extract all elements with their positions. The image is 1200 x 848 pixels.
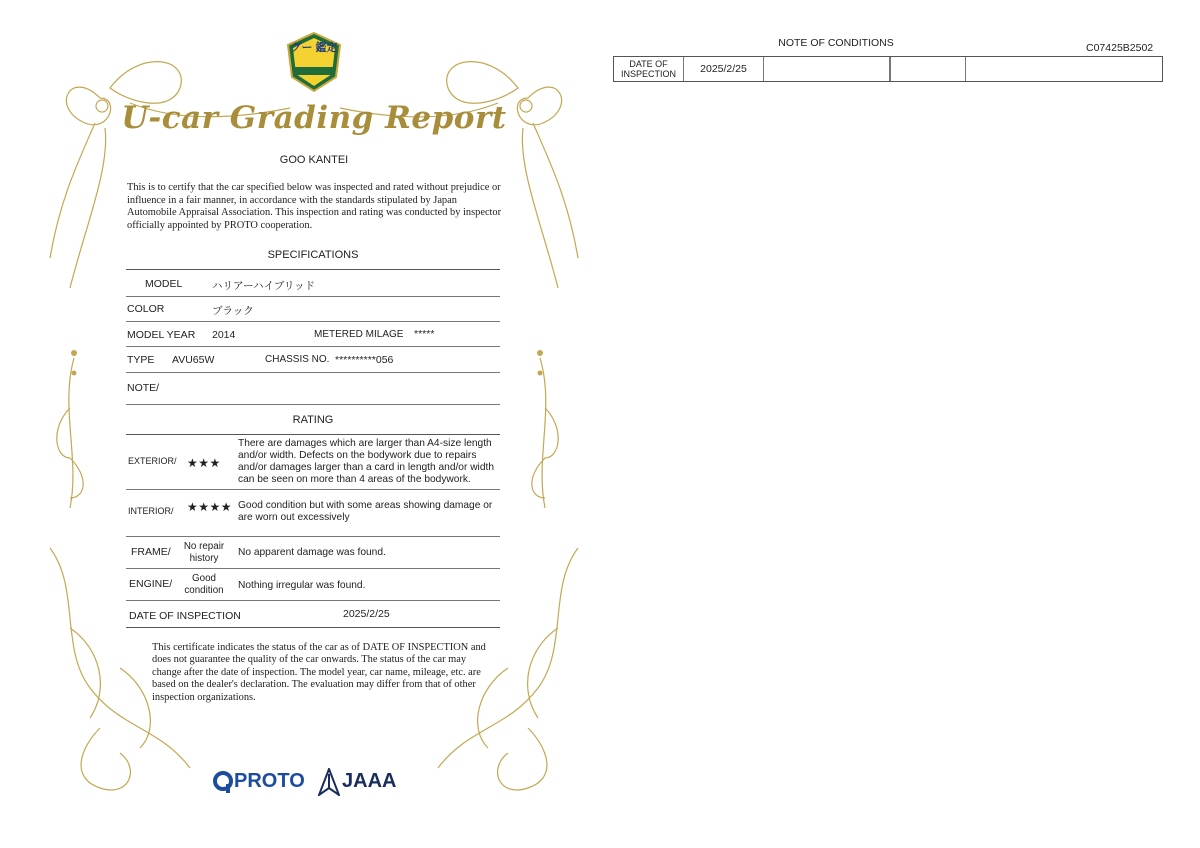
divider bbox=[126, 536, 500, 537]
frame-label: FRAME/ bbox=[131, 546, 171, 558]
exterior-label: EXTERIOR/ bbox=[128, 456, 177, 466]
interior-label: INTERIOR/ bbox=[128, 506, 174, 516]
date-of-inspection-value: 2025/2/25 bbox=[343, 608, 390, 620]
divider bbox=[126, 372, 500, 373]
goo-kantei-badge-icon bbox=[286, 31, 342, 93]
note-label: NOTE/ bbox=[127, 382, 160, 394]
date-empty-cell bbox=[764, 57, 890, 81]
certification-statement: This is to certify that the car specified below was inspected and rated without prejudice or influence in a fair manner, in accordance with the standards stipulated by Japan Automobile Appraisal Association. This inspection and rating was conducted by inspector officially appointed by PROTO cooperation. bbox=[127, 182, 502, 231]
type-label: TYPE bbox=[127, 354, 155, 366]
divider bbox=[126, 627, 500, 628]
engine-value: Good condition bbox=[184, 573, 224, 596]
divider bbox=[126, 321, 500, 322]
date-of-inspection-value: 2025/2/25 bbox=[684, 57, 764, 81]
certificate-disclaimer: This certificate indicates the status of the car as of DATE OF INSPECTION and does not guarantee the quality of the car onwards. The status of the car may change after the date of inspection. The model year, car name, mileage, etc. are based on the dealer's declaration. The evaluation may differ from that of other inspection organizations. bbox=[152, 642, 486, 703]
divider bbox=[126, 269, 500, 270]
model-year-label: MODEL YEAR bbox=[127, 329, 196, 341]
divider bbox=[126, 568, 500, 569]
metered-milage-label: METERED MILAGE bbox=[314, 329, 404, 340]
metered-milage-value: ***** bbox=[414, 328, 435, 340]
noc-title: NOTE OF CONDITIONS bbox=[778, 37, 894, 49]
color-value: ブラック bbox=[212, 305, 254, 317]
jaaa-logo-icon bbox=[318, 768, 340, 796]
jaaa-logo-text: JAAA bbox=[342, 770, 397, 792]
exterior-stars: ★★★ bbox=[187, 456, 221, 470]
report-title: U-car Grading Report bbox=[121, 100, 507, 136]
rating-heading: RATING bbox=[292, 414, 334, 426]
frame-description: No apparent damage was found. bbox=[238, 547, 386, 558]
specifications-heading: SPECIFICATIONS bbox=[267, 249, 359, 261]
model-year-value: 2014 bbox=[212, 329, 236, 341]
proto-logo-text: PROTO bbox=[234, 770, 305, 792]
divider bbox=[126, 489, 500, 490]
report-subtitle: GOO KANTEI bbox=[279, 154, 349, 166]
interior-stars: ★★★★ bbox=[187, 500, 233, 514]
model-label: MODEL bbox=[145, 278, 183, 290]
grading-certificate bbox=[40, 28, 588, 818]
exterior-description: There are damages which are larger than A4-size length and/or width. Defects on the bodywork due to repairs and/or damages larger than a card in length and/or width can be seen on more than 4 areas of the bodywork. bbox=[238, 438, 494, 485]
date-empty-cell bbox=[890, 57, 966, 81]
proto-logo-icon bbox=[212, 770, 234, 794]
color-label: COLOR bbox=[127, 303, 165, 315]
date-table bbox=[613, 56, 1163, 82]
engine-label: ENGINE/ bbox=[129, 578, 173, 590]
divider bbox=[126, 346, 500, 347]
divider bbox=[126, 404, 500, 405]
engine-description: Nothing irregular was found. bbox=[238, 580, 366, 591]
divider bbox=[126, 600, 500, 601]
divider bbox=[126, 296, 500, 297]
chassis-label: CHASSIS NO. bbox=[265, 354, 330, 365]
report-code: C07425B2502 bbox=[1086, 42, 1154, 54]
interior-description: Good condition but with some areas showing damage or are worn out excessively bbox=[238, 500, 493, 523]
date-of-inspection-label: DATE OF INSPECTION bbox=[129, 610, 241, 622]
frame-value: No repair history bbox=[183, 541, 225, 564]
badge-text: グー 鑑定 bbox=[290, 42, 338, 54]
divider bbox=[126, 434, 500, 435]
type-value: AVU65W bbox=[172, 354, 215, 366]
logos bbox=[212, 766, 432, 802]
date-of-inspection-label: DATE OF INSPECTION bbox=[614, 57, 684, 81]
note-of-conditions bbox=[606, 32, 1168, 818]
model-value: ハリアーハイブリッド bbox=[212, 280, 316, 292]
chassis-value: **********056 bbox=[335, 354, 394, 366]
